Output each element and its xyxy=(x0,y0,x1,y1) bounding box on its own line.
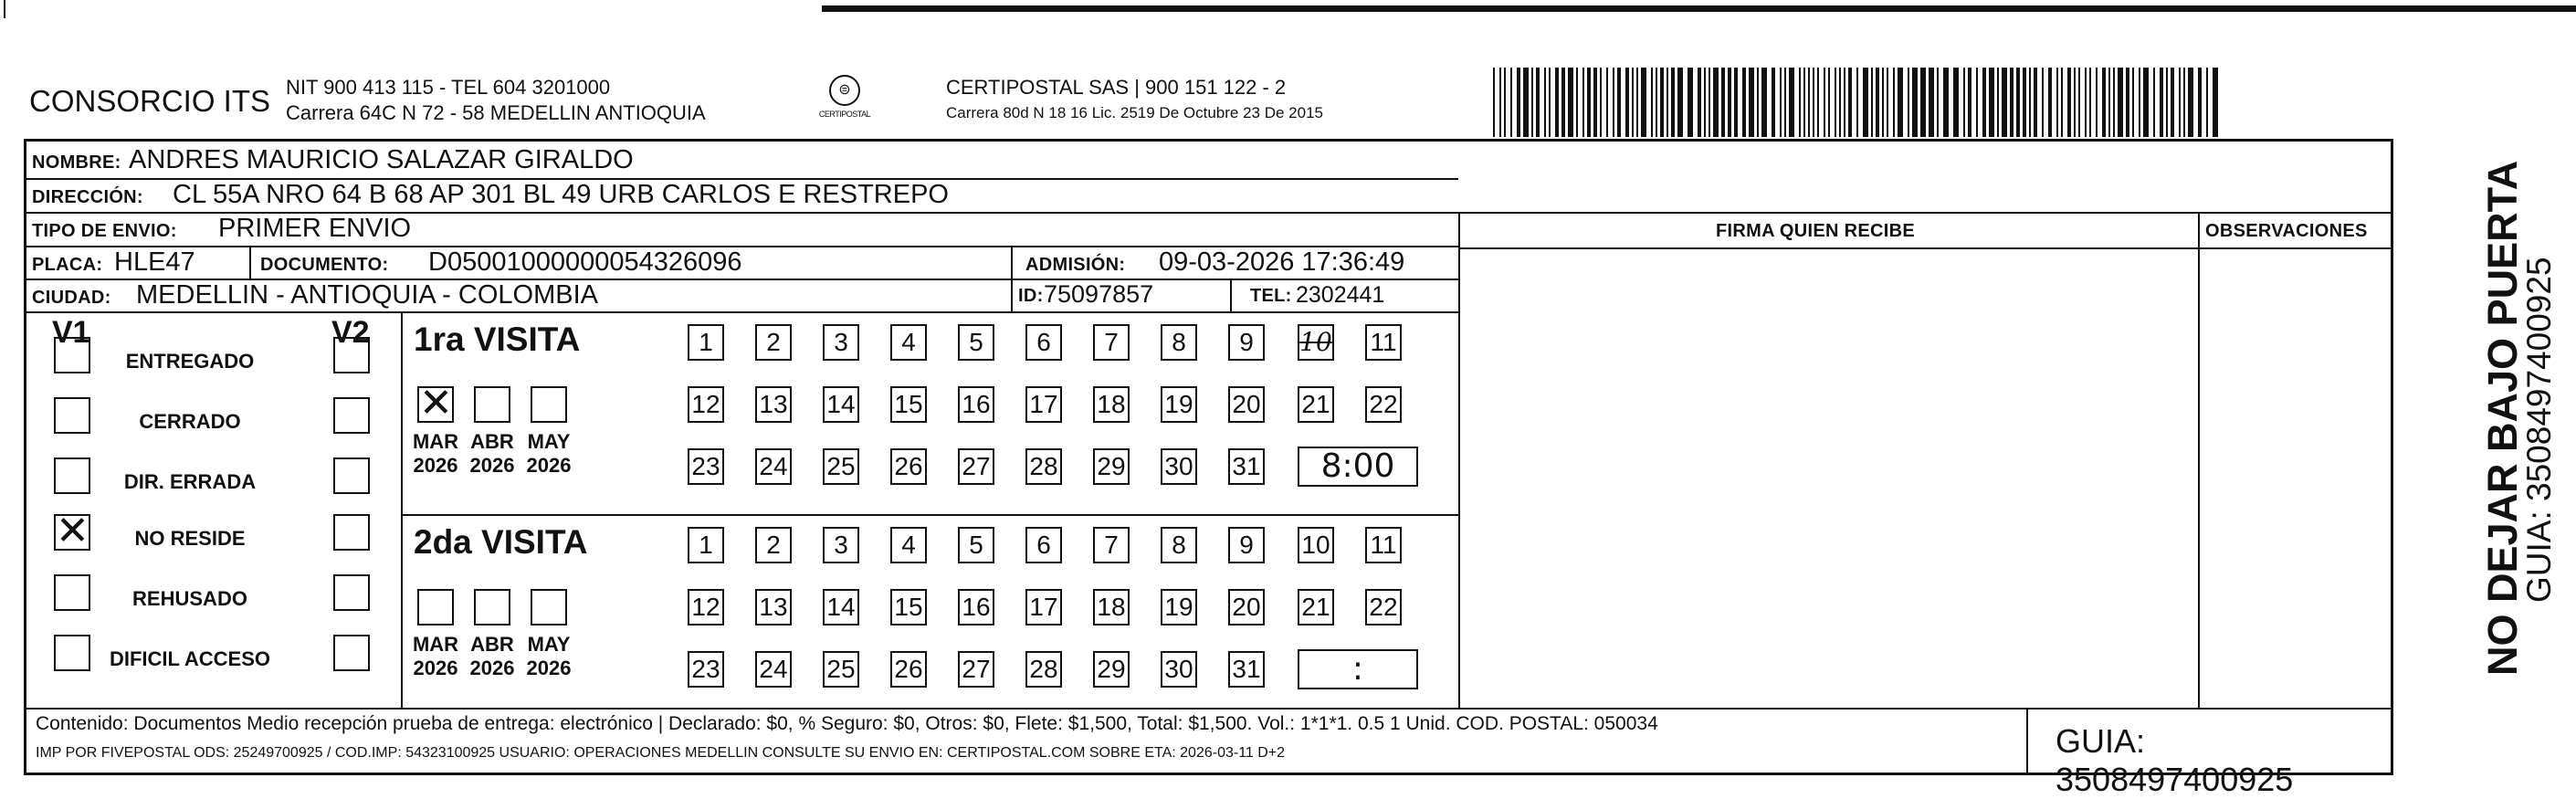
v2-checkbox[interactable] xyxy=(333,635,370,671)
v2-checkbox[interactable] xyxy=(333,397,370,434)
v2-checkbox[interactable] xyxy=(333,514,370,551)
tipo-envio-value: PRIMER ENVIO xyxy=(218,214,412,243)
day-box-15[interactable]: 15 xyxy=(890,589,927,626)
day-box-7[interactable]: 7 xyxy=(1093,527,1130,563)
admision-value: 09-03-2026 17:36:49 xyxy=(1159,247,1405,277)
v1-checkbox[interactable] xyxy=(54,457,90,494)
day-box-18[interactable]: 18 xyxy=(1093,386,1130,423)
nombre-label: NOMBRE: xyxy=(32,152,121,173)
id-label: ID: xyxy=(1018,286,1044,306)
day-box-26[interactable]: 26 xyxy=(890,651,927,688)
day-box-5[interactable]: 5 xyxy=(958,527,994,563)
ciudad-label: CIUDAD: xyxy=(32,288,111,308)
month-label: ABR 2026 xyxy=(469,430,515,477)
month-checkbox[interactable]: ✕ xyxy=(419,380,453,426)
company-info xyxy=(286,75,706,126)
day-box-30[interactable]: 30 xyxy=(1161,448,1197,485)
month-checkbox[interactable] xyxy=(531,386,567,423)
day-box-2[interactable]: 2 xyxy=(755,324,792,361)
certipostal-logo: ⊜ CERTIPOSTAL xyxy=(813,75,877,131)
no-dejar-bajo-puerta: NO DEJAR BAJO PUERTA xyxy=(2479,160,2526,676)
day-box-1[interactable]: 1 xyxy=(688,324,724,361)
time-box[interactable]: 8:00 xyxy=(1298,447,1418,487)
day-box-12[interactable]: 12 xyxy=(688,386,724,423)
day-box-30[interactable]: 30 xyxy=(1161,651,1197,688)
shipping-form xyxy=(24,139,2393,798)
day-box-28[interactable]: 28 xyxy=(1025,651,1062,688)
v1-checkbox[interactable] xyxy=(54,337,90,373)
status-label: NO RESIDE xyxy=(134,527,246,550)
carrier-license: Carrera 80d N 18 16 Lic. 2519 De Octubre 23 De 2015 xyxy=(946,104,1323,121)
v1-header: V1 xyxy=(52,315,90,350)
day-box-19[interactable]: 19 xyxy=(1161,589,1197,626)
day-box-6[interactable]: 6 xyxy=(1025,324,1062,361)
side-guia: GUIA: 3508497400925 xyxy=(2520,257,2558,603)
day-box-14[interactable]: 14 xyxy=(823,386,859,423)
day-box-22[interactable]: 22 xyxy=(1365,589,1402,626)
month-label: MAY 2026 xyxy=(526,633,572,679)
company-nit: NIT 900 413 115 - TEL 604 3201000 xyxy=(286,76,611,99)
day-box-6[interactable]: 6 xyxy=(1025,527,1062,563)
day-box-13[interactable]: 13 xyxy=(755,386,792,423)
day-box-11[interactable]: 11 xyxy=(1365,324,1402,361)
day-box-29[interactable]: 29 xyxy=(1093,448,1130,485)
tipo-envio-label: TIPO DE ENVIO: xyxy=(32,221,177,241)
day-box-14[interactable]: 14 xyxy=(823,589,859,626)
day-box-15[interactable]: 15 xyxy=(890,386,927,423)
month-checkbox[interactable] xyxy=(474,386,510,423)
day-box-16[interactable]: 16 xyxy=(958,589,994,626)
day-box-10[interactable]: 10 xyxy=(1298,527,1334,563)
day-box-24[interactable]: 24 xyxy=(755,448,792,485)
day-box-11[interactable]: 11 xyxy=(1365,527,1402,563)
day-box-29[interactable]: 29 xyxy=(1093,651,1130,688)
day-box-9[interactable]: 9 xyxy=(1228,324,1265,361)
day-box-23[interactable]: 23 xyxy=(688,651,724,688)
company-name: CONSORCIO ITS xyxy=(29,84,271,118)
status-label: DIR. ERRADA xyxy=(123,470,257,493)
v2-checkbox[interactable] xyxy=(333,457,370,494)
day-box-3[interactable]: 3 xyxy=(823,324,859,361)
carrier-info xyxy=(946,75,1323,126)
documento-value: D05001000000054326096 xyxy=(428,247,742,277)
day-box-27[interactable]: 27 xyxy=(958,651,994,688)
v1-checkbox[interactable] xyxy=(54,574,90,611)
v2-checkbox[interactable] xyxy=(333,337,370,373)
day-box-2[interactable]: 2 xyxy=(755,527,792,563)
day-box-17[interactable]: 17 xyxy=(1025,386,1062,423)
status-label: DIFICIL ACCESO xyxy=(109,647,270,670)
day-box-1[interactable]: 1 xyxy=(688,527,724,563)
v1-checkbox[interactable]: ✕ xyxy=(56,508,89,554)
day-box-3[interactable]: 3 xyxy=(823,527,859,563)
firma-header: FIRMA QUIEN RECIBE xyxy=(1716,221,1915,241)
day-box-22[interactable]: 22 xyxy=(1365,386,1402,423)
observaciones-header: OBSERVACIONES xyxy=(2205,221,2368,241)
day-box-8[interactable]: 8 xyxy=(1161,527,1197,563)
admision-label: ADMISIÓN: xyxy=(1025,255,1126,275)
day-box-4[interactable]: 4 xyxy=(890,527,927,563)
visit-title: 2da VISITA xyxy=(414,523,588,561)
day-box-25[interactable]: 25 xyxy=(823,448,859,485)
status-label: ENTREGADO xyxy=(125,350,255,373)
barcode xyxy=(1493,68,2219,137)
footer-contenido: Contenido: Documentos Medio recepción prueba de entrega: electrónico | Declarado: $0, % Seguro: $0, Otros: $0, Flete: $1,500, Total: $1,500. Vol.: 1*1*1. 0.5 1 Unid. COD. POSTAL: 050034 xyxy=(36,713,1658,734)
month-label: MAY 2026 xyxy=(526,430,572,477)
company-address: Carrera 64C N 72 - 58 MEDELLIN ANTIOQUIA xyxy=(286,101,706,124)
carrier-name: CERTIPOSTAL SAS | 900 151 122 - 2 xyxy=(946,76,1287,99)
day-box-31[interactable]: 31 xyxy=(1228,651,1265,688)
day-box-12[interactable]: 12 xyxy=(688,589,724,626)
nombre-value: ANDRES MAURICIO SALAZAR GIRALDO xyxy=(129,145,634,174)
documento-label: DOCUMENTO: xyxy=(260,255,389,275)
v1-checkbox[interactable] xyxy=(54,397,90,434)
day-box-10[interactable]: 10 xyxy=(1298,324,1334,361)
month-checkbox[interactable] xyxy=(474,589,510,626)
v2-header: V2 xyxy=(331,315,370,350)
v2-checkbox[interactable] xyxy=(333,574,370,611)
logo-emblem-icon: ⊜ xyxy=(829,75,860,106)
status-label: REHUSADO xyxy=(132,587,247,610)
tel-value: 2302441 xyxy=(1296,282,1385,308)
day-box-25[interactable]: 25 xyxy=(823,651,859,688)
day-box-16[interactable]: 16 xyxy=(958,386,994,423)
day-box-20[interactable]: 20 xyxy=(1228,589,1265,626)
direccion-value: CL 55A NRO 64 B 68 AP 301 BL 49 URB CARLOS E RESTREPO xyxy=(173,180,949,209)
day-box-9[interactable]: 9 xyxy=(1228,527,1265,563)
month-label: ABR 2026 xyxy=(469,633,515,679)
day-box-18[interactable]: 18 xyxy=(1093,589,1130,626)
placa-label: PLACA: xyxy=(32,255,103,275)
day-box-24[interactable]: 24 xyxy=(755,651,792,688)
day-box-8[interactable]: 8 xyxy=(1161,324,1197,361)
day-box-23[interactable]: 23 xyxy=(688,448,724,485)
visit-title: 1ra VISITA xyxy=(414,321,581,358)
id-value: 75097857 xyxy=(1044,280,1154,308)
day-box-21[interactable]: 21 xyxy=(1298,589,1334,626)
day-box-17[interactable]: 17 xyxy=(1025,589,1062,626)
month-label: MAR 2026 xyxy=(412,430,459,477)
tel-label: TEL: xyxy=(1250,286,1292,306)
status-label: CERRADO xyxy=(139,410,241,433)
month-checkbox[interactable] xyxy=(417,589,454,626)
day-box-20[interactable]: 20 xyxy=(1228,386,1265,423)
day-box-27[interactable]: 27 xyxy=(958,448,994,485)
top-edge-line xyxy=(0,0,2576,13)
ciudad-value: MEDELLIN - ANTIOQUIA - COLOMBIA xyxy=(136,280,598,310)
placa-value: HLE47 xyxy=(114,247,195,277)
day-box-13[interactable]: 13 xyxy=(755,589,792,626)
footer-impresion: IMP POR FIVEPOSTAL ODS: 25249700925 / COD.IMP: 54323100925 USUARIO: OPERACIONES MEDELLIN CONSULTE SU ENVIO EN: CERTIPOSTAL.COM SOBRE ETA: 2026-03-11 D+2 xyxy=(36,745,1286,761)
day-box-5[interactable]: 5 xyxy=(958,324,994,361)
day-box-21[interactable]: 21 xyxy=(1298,386,1334,423)
time-box[interactable]: : xyxy=(1298,649,1418,689)
v1-checkbox[interactable] xyxy=(54,635,90,671)
month-label: MAR 2026 xyxy=(412,633,459,679)
day-box-28[interactable]: 28 xyxy=(1025,448,1062,485)
day-box-4[interactable]: 4 xyxy=(890,324,927,361)
direccion-label: DIRECCIÓN: xyxy=(32,187,143,207)
day-box-31[interactable]: 31 xyxy=(1228,448,1265,485)
month-checkbox[interactable] xyxy=(531,589,567,626)
day-box-26[interactable]: 26 xyxy=(890,448,927,485)
footer-guia: GUIA: 3508497400925 xyxy=(2056,722,2294,798)
day-box-19[interactable]: 19 xyxy=(1161,386,1197,423)
day-box-7[interactable]: 7 xyxy=(1093,324,1130,361)
